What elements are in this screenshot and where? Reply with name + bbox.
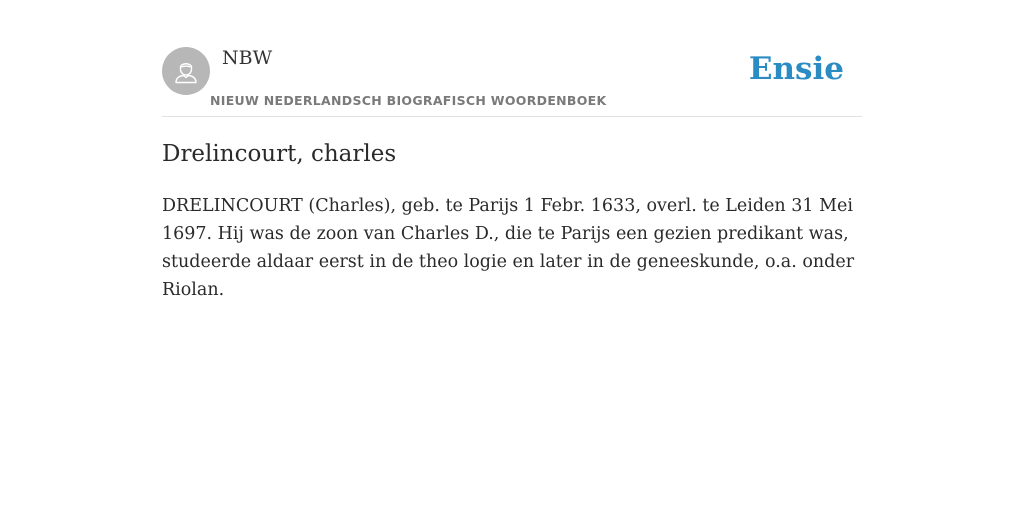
source-subtitle: NIEUW NEDERLANDSCH BIOGRAFISCH WOORDENBOEK [210, 93, 607, 108]
avatar[interactable] [162, 47, 210, 95]
brand-logo[interactable]: Ensie [748, 51, 844, 87]
source-name[interactable]: NBW [222, 47, 273, 69]
user-silhouette-icon [171, 56, 201, 86]
source-header [162, 0, 862, 117]
entry-title: Drelincourt, charles [162, 141, 397, 167]
entry-body: DRELINCOURT (Charles), geb. te Parijs 1 Febr. 1633, overl. te Leiden 31 Mei 1697. Hij was de zoon van Charles D., die te Parijs een gezien predikant was, studeerde aldaar eerst in de theo logie en later in de geneeskunde, o.a. onder Riolan. [162, 196, 855, 300]
